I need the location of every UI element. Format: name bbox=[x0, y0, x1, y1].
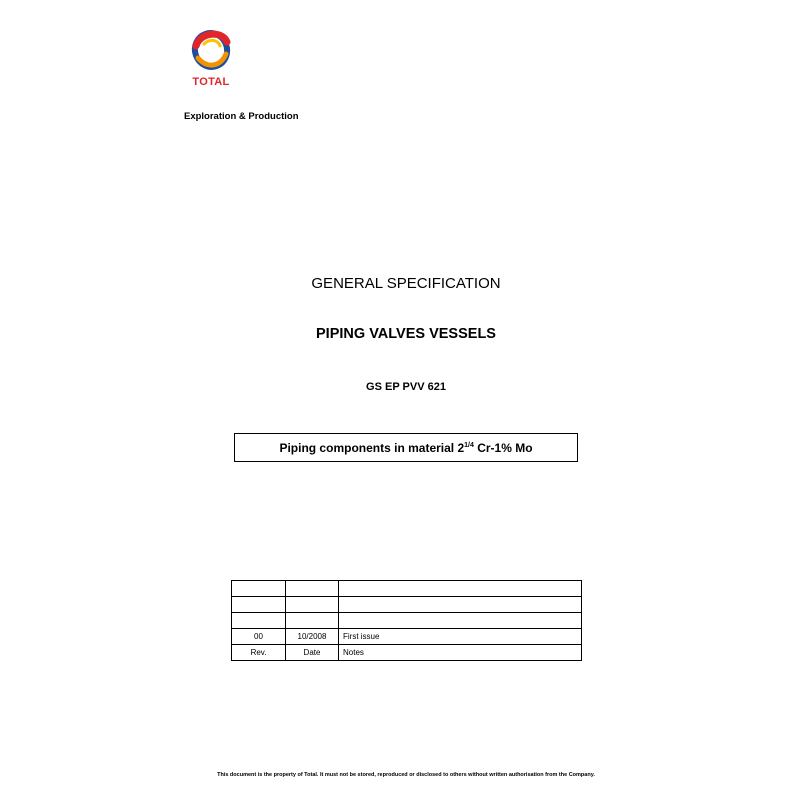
subject-box bbox=[234, 433, 578, 462]
subject-superscript: 1/4 bbox=[464, 441, 474, 449]
notes-cell: First issue bbox=[339, 629, 582, 645]
rev-cell: 00 bbox=[232, 629, 286, 645]
notes-cell bbox=[339, 581, 582, 597]
spec-title-heading: PIPING VALVES VESSELS bbox=[316, 326, 496, 342]
division-label: Exploration & Production bbox=[184, 111, 299, 122]
subject-text: Piping components in material $2^{1/4}$ Cr-1% Mo bbox=[279, 440, 533, 455]
table-row bbox=[232, 629, 582, 645]
rev-cell bbox=[232, 613, 286, 629]
notes-column-header: Notes bbox=[339, 645, 582, 661]
revision-table bbox=[231, 580, 582, 661]
logo-wordmark: TOTAL bbox=[192, 76, 230, 88]
spec-type-heading: GENERAL SPECIFICATION bbox=[311, 275, 501, 292]
notes-cell bbox=[339, 613, 582, 629]
confidentiality-footer: This document is the property of Total. It must not be stored, reproduced or disclosed to others without written authorisation from the Company. bbox=[217, 772, 595, 778]
date-cell: 10/2008 bbox=[286, 629, 339, 645]
notes-cell bbox=[339, 597, 582, 613]
spec-code: GS EP PVV 621 bbox=[366, 381, 446, 393]
rev-cell bbox=[232, 597, 286, 613]
rev-column-header: Rev. bbox=[232, 645, 286, 661]
date-cell bbox=[286, 597, 339, 613]
date-column-header: Date bbox=[286, 645, 339, 661]
table-header-row bbox=[232, 645, 582, 661]
total-logo-icon bbox=[190, 28, 232, 72]
date-cell bbox=[286, 581, 339, 597]
table-row bbox=[232, 613, 582, 629]
table-row bbox=[232, 597, 582, 613]
date-cell bbox=[286, 613, 339, 629]
table-row bbox=[232, 581, 582, 597]
rev-cell bbox=[232, 581, 286, 597]
total-logo bbox=[186, 28, 236, 92]
